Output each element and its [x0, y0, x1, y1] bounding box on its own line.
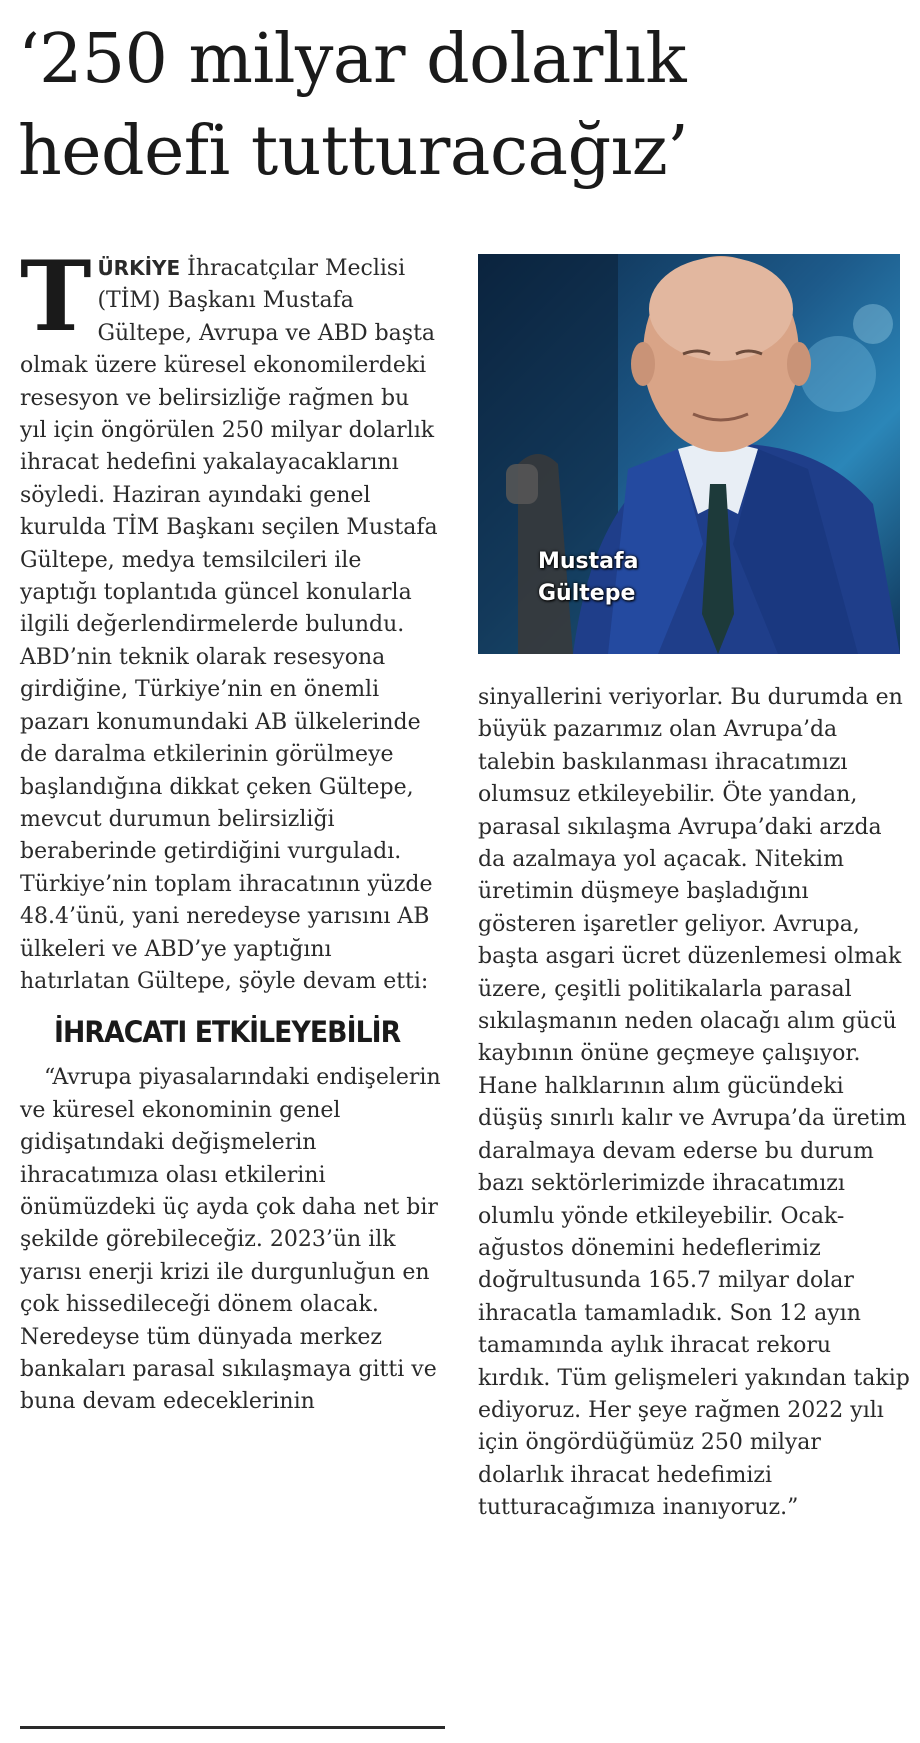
- photo-caption: [538, 546, 638, 610]
- article-column-right: [478, 682, 910, 1525]
- quote-paragraph-left: “Avrupa piyasalarındaki endişelerin ve küresel ekonominin genel gidişatındaki değişmelerin ihracatımıza olası etkilerini önümüzdeki üç ayda çok daha net bir şekilde görebileceğiz. 2023’ün ilk yarısı enerji krizi ile durgunluğun en çok hissedileceği dönem olacak. Neredeyse tüm dünyada merkez bankaları parasal sıkılaşmaya gitti ve buna devam edeceklerinin: [20, 1065, 441, 1415]
- headline-line-1: ‘250 milyar dolarlık: [18, 20, 687, 99]
- photo-caption-line-1: Mustafa: [538, 549, 639, 574]
- section-subhead: İHRACATI ETKİLEYEBİLİR: [54, 1015, 401, 1050]
- headline-line-2: hedefi tutturacağız’: [18, 112, 689, 191]
- headline: [18, 14, 908, 198]
- photo-caption-line-2: Gültepe: [538, 581, 636, 606]
- dropcap-letter: T: [20, 240, 92, 353]
- lead-word: ÜRKİYE: [97, 256, 181, 280]
- bottom-divider: [20, 1726, 445, 1729]
- lead-paragraph: [20, 240, 442, 998]
- quote-paragraph-right: sinyallerini veriyorlar. Bu durumda en büyük pazarımız olan Avrupa’da talebin baskılanması ihracatımızı olumsuz etkileyebilir. Öte yandan, parasal sıkılaşma Avrupa’daki arzda da azalmaya yol açacak. Nitekim üretimin düşmeye başladığını gösteren işaretler geliyor. Avrupa, başta asgari ücret düzenlemesi olmak üzere, çeşitli politikalarla parasal sıkılaşmanın neden olacağı alım gücü kaybının önüne geçmeye çalışıyor. Hane halklarının alım gücündeki düşüş sınırlı kalır ve Avrupa’da üretim daralmaya devam ederse bu durum bazı sektörlerimizde ihracatımızı olumlu yönde etkileyebilir. Ocak-ağustos dönemini hedeflerimiz doğrultusunda 165.7 milyar dolar ihracatla tamamladık. Son 12 ayın tamamında aylık ihracat rekoru kırdık. Tüm gelişmeleri yakından takip ediyoruz. Her şeye rağmen 2022 yılı için öngördüğümüz 250 milyar dolarlık ihracat hedefimizi tutturacağımıza inanıyoruz.”: [478, 685, 910, 1521]
- lead-text: İhracatçılar Meclisi (TİM) Başkanı Mustafa Gültepe, Avrupa ve ABD başta olmak üzere küresel ekonomilerdeki resesyon ve belirsizliğe rağmen bu yıl için öngörülen 250 milyar dolarlık ihracat hedefini yakalayacaklarını söyledi. Haziran ayındaki genel kurulda TİM Başkanı seçilen Mustafa Gültepe, medya temsilcileri ile yaptığı toplantıda güncel konularla ilgili değerlendirmelerde bulundu. ABD’nin teknik olarak resesyona girdiğine, Türkiye’nin en önemli pazarı konumundaki AB ülkelerinde de daralma etkilerinin görülmeye başlandığına dikkat çeken Gültepe, mevcut durumun belirsizliği beraberinde getirdiğini vurguladı. Türkiye’nin toplam ihracatının yüzde 48.4’ünü, yani neredeyse yarısını AB ülkeleri ve ABD’ye yaptığını hatırlatan Gültepe, şöyle devam etti:: [20, 256, 438, 994]
- portrait-photo: [478, 254, 900, 654]
- article-column-left: [20, 240, 442, 1419]
